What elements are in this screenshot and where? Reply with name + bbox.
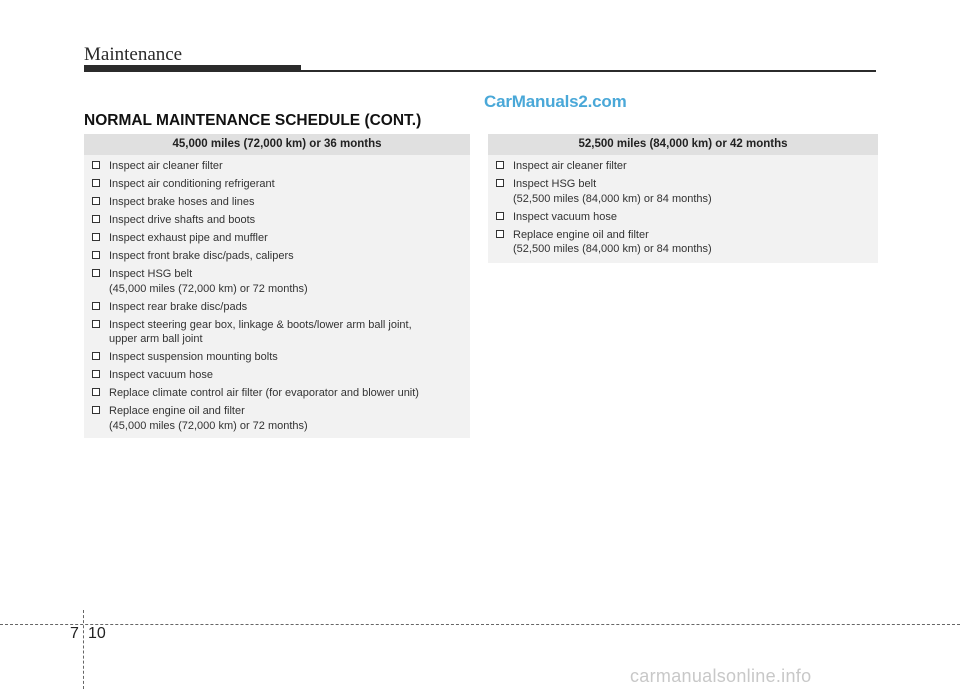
list-item bbox=[92, 318, 470, 347]
list-item bbox=[92, 177, 470, 192]
checkbox-square-icon bbox=[92, 215, 100, 223]
item-text: Inspect air conditioning refrigerant bbox=[109, 178, 275, 190]
checkbox-square-icon bbox=[496, 179, 504, 187]
schedule-panel-52500 bbox=[488, 134, 878, 263]
item-subtext: (52,500 miles (84,000 km) or 84 months) bbox=[513, 243, 712, 255]
site-watermark: carmanualsonline.info bbox=[630, 666, 812, 686]
item-subtext: (45,000 miles (72,000 km) or 72 months) bbox=[109, 282, 308, 295]
item-text: Inspect front brake disc/pads, calipers bbox=[109, 250, 294, 262]
item-text: Inspect air cleaner filter bbox=[513, 160, 627, 172]
schedule-panel-45000 bbox=[84, 134, 470, 438]
list-item bbox=[92, 195, 470, 210]
item-text: Inspect HSG belt bbox=[109, 268, 193, 280]
item-text: Inspect rear brake disc/pads bbox=[109, 300, 248, 313]
watermark-link[interactable]: CarManuals2.com bbox=[484, 92, 627, 111]
item-text: Inspect steering gear box, linkage & boots/lower arm ball joint, bbox=[109, 318, 412, 331]
checkbox-square-icon bbox=[92, 302, 100, 310]
list-item bbox=[92, 368, 470, 383]
checkbox-square-icon bbox=[92, 320, 100, 328]
list-item bbox=[92, 386, 470, 401]
footer-vertical-divider bbox=[83, 610, 84, 689]
item-text: Inspect brake hoses and lines bbox=[109, 196, 255, 208]
page-title: NORMAL MAINTENANCE SCHEDULE (CONT.) bbox=[84, 112, 422, 129]
panel-title: 52,500 miles (84,000 km) or 42 months bbox=[488, 134, 878, 155]
item-text: Inspect exhaust pipe and muffler bbox=[109, 232, 268, 244]
list-item bbox=[92, 213, 470, 228]
checkbox-square-icon bbox=[496, 161, 504, 169]
footer-divider bbox=[0, 624, 960, 625]
checkbox-square-icon bbox=[92, 370, 100, 378]
list-item bbox=[92, 404, 470, 433]
checkbox-square-icon bbox=[92, 197, 100, 205]
page-number: 10 bbox=[88, 625, 106, 642]
checkbox-square-icon bbox=[92, 406, 100, 414]
checkbox-square-icon bbox=[92, 251, 100, 259]
checklist bbox=[488, 155, 878, 257]
item-text: Replace engine oil and filter bbox=[109, 405, 245, 417]
item-subtext: (45,000 miles (72,000 km) or 72 months) bbox=[109, 419, 308, 432]
item-text: Inspect vacuum hose bbox=[109, 369, 213, 381]
item-text: Replace engine oil and filter bbox=[513, 228, 649, 241]
checkbox-square-icon bbox=[496, 212, 504, 220]
list-item bbox=[92, 231, 470, 246]
list-item bbox=[92, 300, 470, 315]
checkbox-square-icon bbox=[92, 179, 100, 187]
list-item bbox=[496, 159, 878, 174]
item-text: Inspect suspension mounting bolts bbox=[109, 351, 278, 363]
item-text: Inspect HSG belt bbox=[513, 178, 597, 190]
list-item bbox=[496, 210, 878, 225]
list-item bbox=[92, 267, 470, 296]
list-item bbox=[92, 249, 470, 264]
item-subtext: upper arm ball joint bbox=[109, 333, 203, 345]
list-item bbox=[92, 350, 470, 365]
list-item bbox=[92, 159, 470, 174]
checkbox-square-icon bbox=[92, 161, 100, 169]
item-text: Inspect air cleaner filter bbox=[109, 160, 223, 172]
header-rule-thin bbox=[301, 70, 876, 72]
list-item bbox=[496, 228, 878, 257]
item-text: Replace climate control air filter (for evaporator and blower unit) bbox=[109, 387, 419, 399]
list-item bbox=[496, 177, 878, 206]
item-text: Inspect drive shafts and boots bbox=[109, 214, 256, 226]
item-subtext: (52,500 miles (84,000 km) or 84 months) bbox=[513, 192, 712, 205]
item-text: Inspect vacuum hose bbox=[513, 210, 617, 223]
panel-title: 45,000 miles (72,000 km) or 36 months bbox=[84, 134, 470, 155]
header-rule-thick bbox=[84, 65, 301, 72]
checkbox-square-icon bbox=[496, 230, 504, 238]
checkbox-square-icon bbox=[92, 269, 100, 277]
checkbox-square-icon bbox=[92, 352, 100, 360]
checkbox-square-icon bbox=[92, 388, 100, 396]
checkbox-square-icon bbox=[92, 233, 100, 241]
checklist bbox=[84, 155, 470, 433]
section-title: Maintenance bbox=[84, 44, 183, 65]
chapter-number: 7 bbox=[70, 625, 79, 642]
